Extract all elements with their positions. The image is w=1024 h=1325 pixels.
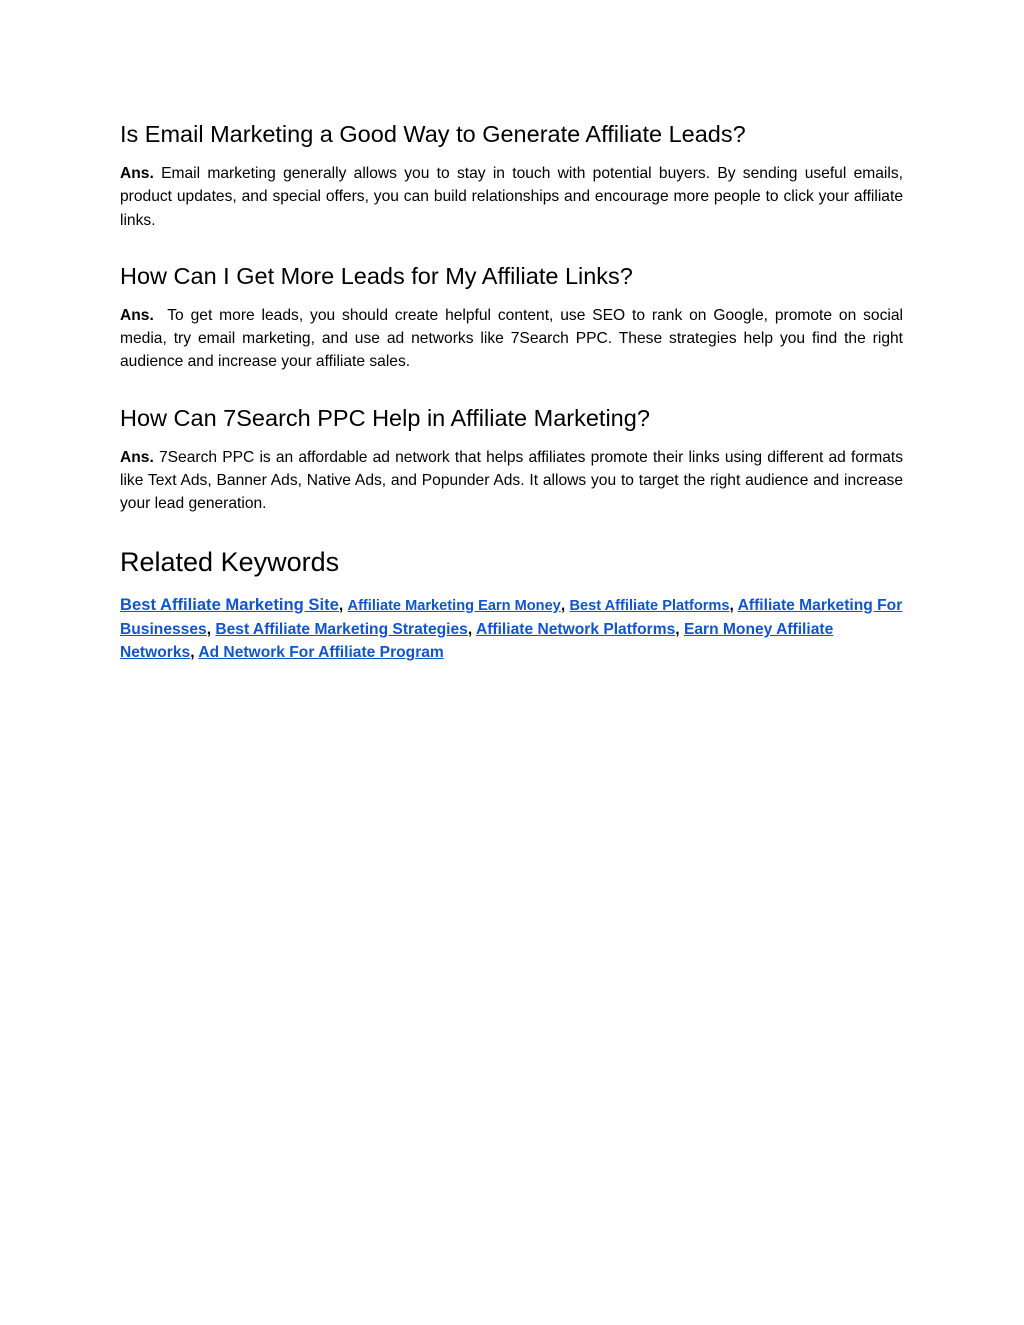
ans-label: Ans.	[120, 306, 154, 324]
keyword-separator: ,	[190, 644, 195, 662]
keyword-separator: ,	[729, 596, 734, 614]
faq-answer-text: 7Search PPC is an affordable ad network that helps affiliates promote their links using different ad formats like Text Ads, Banner Ads, Native Ads, and Popunder Ads. It allows you to target the right audience and increase your lead generation.	[120, 448, 903, 513]
keyword-link[interactable]: Earn Money Affiliate Networks	[120, 620, 834, 662]
keyword-separator: ,	[206, 620, 212, 638]
related-keywords-heading: Related Keywords	[120, 546, 340, 577]
keyword-link[interactable]: Affiliate Marketing For Businesses	[120, 596, 903, 638]
faq-question: How Can 7Search PPC Help in Affiliate Marketing?	[120, 404, 650, 431]
faq-question: Is Email Marketing a Good Way to Generate Affiliate Leads?	[120, 121, 746, 147]
faq-item	[120, 116, 903, 232]
related-keywords-section	[120, 542, 903, 665]
document-page	[120, 116, 903, 665]
faq-answer	[120, 162, 903, 232]
keyword-separator: ,	[338, 596, 344, 614]
keyword-separator: ,	[467, 620, 473, 638]
keyword-link[interactable]: Affiliate Network Platforms	[475, 620, 676, 638]
faq-item	[120, 258, 903, 374]
faq-answer-text: Email marketing generally allows you to stay in touch with potential buyers. By sending useful emails, product updates, and special offers, you can build relationships and encourage more people to click your affiliate links.	[120, 165, 903, 229]
keyword-link[interactable]: Best Affiliate Marketing Strategies	[215, 620, 468, 638]
faq-answer-text: To get more leads, you should create helpful content, use SEO to rank on Google, promote on social media, try email marketing, and use ad networks like 7Search PPC. These strategies help you find the right audience and increase your affiliate sales.	[120, 306, 903, 371]
faq-answer	[120, 446, 903, 516]
keyword-link[interactable]: Best Affiliate Marketing Site	[120, 594, 339, 614]
keyword-separator: ,	[560, 596, 566, 614]
keyword-link[interactable]: Affiliate Marketing Earn Money	[347, 597, 561, 614]
ans-label: Ans.	[120, 448, 154, 466]
keyword-links	[120, 593, 903, 665]
keyword-link[interactable]: Best Affiliate Platforms	[569, 597, 730, 614]
keyword-link[interactable]: Ad Network For Affiliate Program	[198, 644, 444, 662]
faq-question: How Can I Get More Leads for My Affiliate Links?	[120, 262, 633, 289]
ans-label: Ans.	[120, 165, 154, 182]
faq-item	[120, 400, 903, 516]
faq-answer	[120, 304, 903, 374]
keyword-separator: ,	[675, 620, 680, 638]
